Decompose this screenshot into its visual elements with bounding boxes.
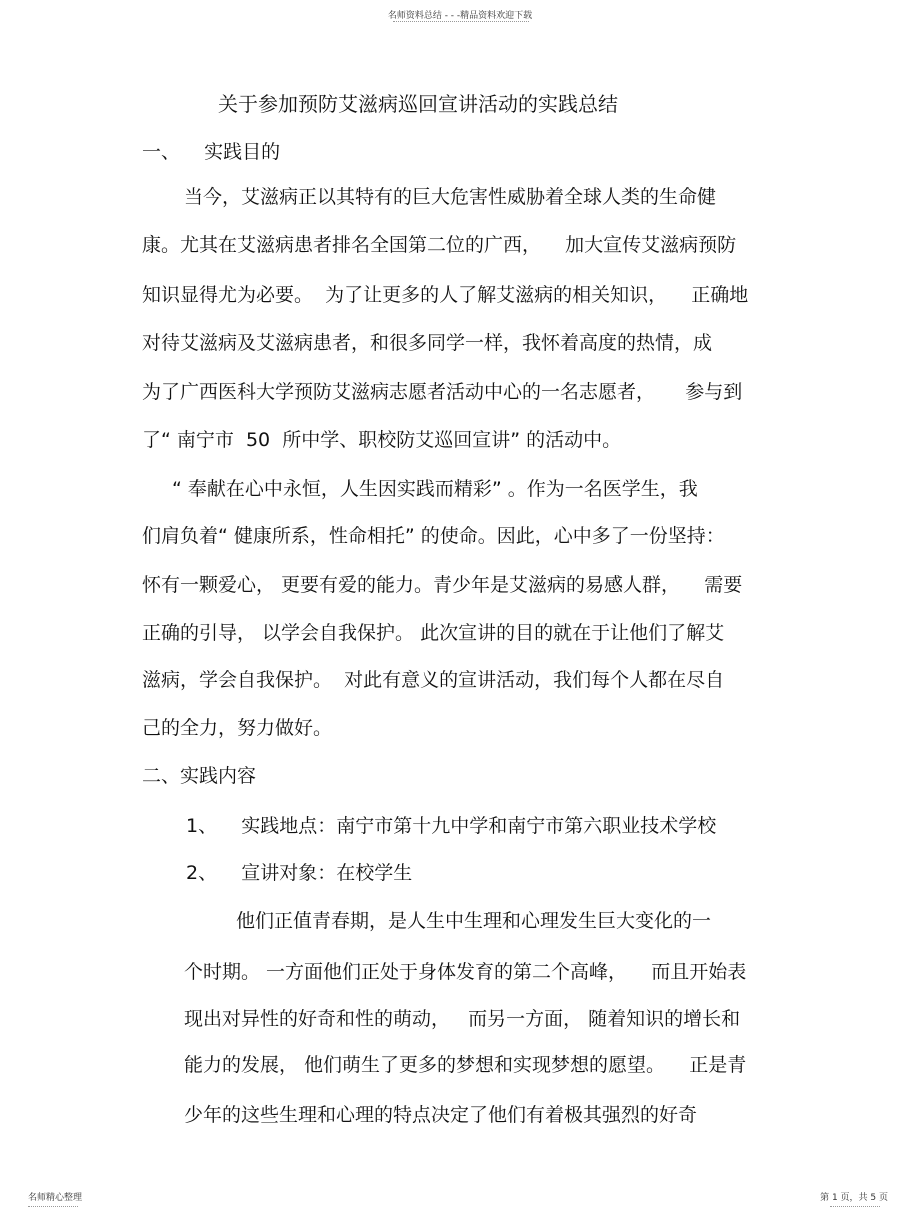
- header-divider: [393, 21, 529, 22]
- paragraph-line: 他们正值青春期，是人生中生理和心理发生巨大变化的一: [236, 910, 712, 932]
- footer-divider-right: [830, 1206, 880, 1207]
- paragraph-line: 现出对异性的好奇和性的萌动， 而另一方面， 随着知识的增长和: [184, 1008, 741, 1030]
- document-title: 关于参加预防艾滋病巡回宣讲活动的实践总结: [218, 92, 618, 116]
- paragraph-line: 们肩负着“ 健康所系，性命相托” 的使命。因此，心中多了一份坚持：: [142, 525, 725, 547]
- paragraph-line: 康。尤其在艾滋病患者排名全国第二位的广西， 加大宣传艾滋病预防: [142, 234, 737, 256]
- page-number: 第 1 页，共 5 页: [820, 1193, 888, 1203]
- paragraph-line: 了“ 南宁市 50 所中学、职校防艾巡回宣讲” 的活动中。: [142, 429, 622, 451]
- page-header: 名师资料总结 - - -精品资料欢迎下载: [387, 11, 533, 21]
- paragraph-line: 能力的发展， 他们萌生了更多的梦想和实现梦想的愿望。 正是青: [184, 1054, 747, 1076]
- footer-left: 名师精心整理: [28, 1193, 83, 1203]
- paragraph-line: “ 奉献在心中永恒，人生因实践而精彩” 。作为一名医学生，我: [172, 478, 698, 500]
- paragraph-line: 怀有一颗爱心， 更要有爱的能力。青少年是艾滋病的易感人群， 需要: [142, 574, 743, 596]
- paragraph-line: 滋病，学会自我保护。 对此有意义的宣讲活动，我们每个人都在尽自: [142, 669, 725, 691]
- paragraph-line: 个时期。 一方面他们正处于身体发育的第二个高峰， 而且开始表: [184, 961, 747, 983]
- paragraph-line: 己的全力，努力做好。: [142, 717, 333, 739]
- paragraph-line: 为了广西医科大学预防艾滋病志愿者活动中心的一名志愿者， 参与到: [142, 381, 743, 403]
- footer-divider-left: [28, 1206, 78, 1207]
- section-heading-purpose: 一、 实践目的: [142, 141, 281, 163]
- paragraph-line: 少年的这些生理和心理的特点决定了他们有着极其强烈的好奇: [184, 1104, 698, 1126]
- paragraph-line: 正确的引导， 以学会自我保护。 此次宣讲的目的就在于让他们了解艾: [142, 622, 725, 644]
- list-item-audience: 2、 宣讲对象：在校学生: [186, 862, 413, 884]
- paragraph-line: 对待艾滋病及艾滋病患者，和很多同学一样，我怀着高度的热情，成: [142, 332, 713, 354]
- paragraph-line: 当今，艾滋病正以其特有的巨大危害性威胁着全球人类的生命健: [184, 186, 717, 208]
- section-heading-content: 二、实践内容: [142, 765, 257, 787]
- list-item-location: 1、 实践地点：南宁市第十九中学和南宁市第六职业技术学校: [186, 815, 717, 837]
- paragraph-line: 知识显得尤为必要。 为了让更多的人了解艾滋病的相关知识， 正确地: [142, 284, 749, 306]
